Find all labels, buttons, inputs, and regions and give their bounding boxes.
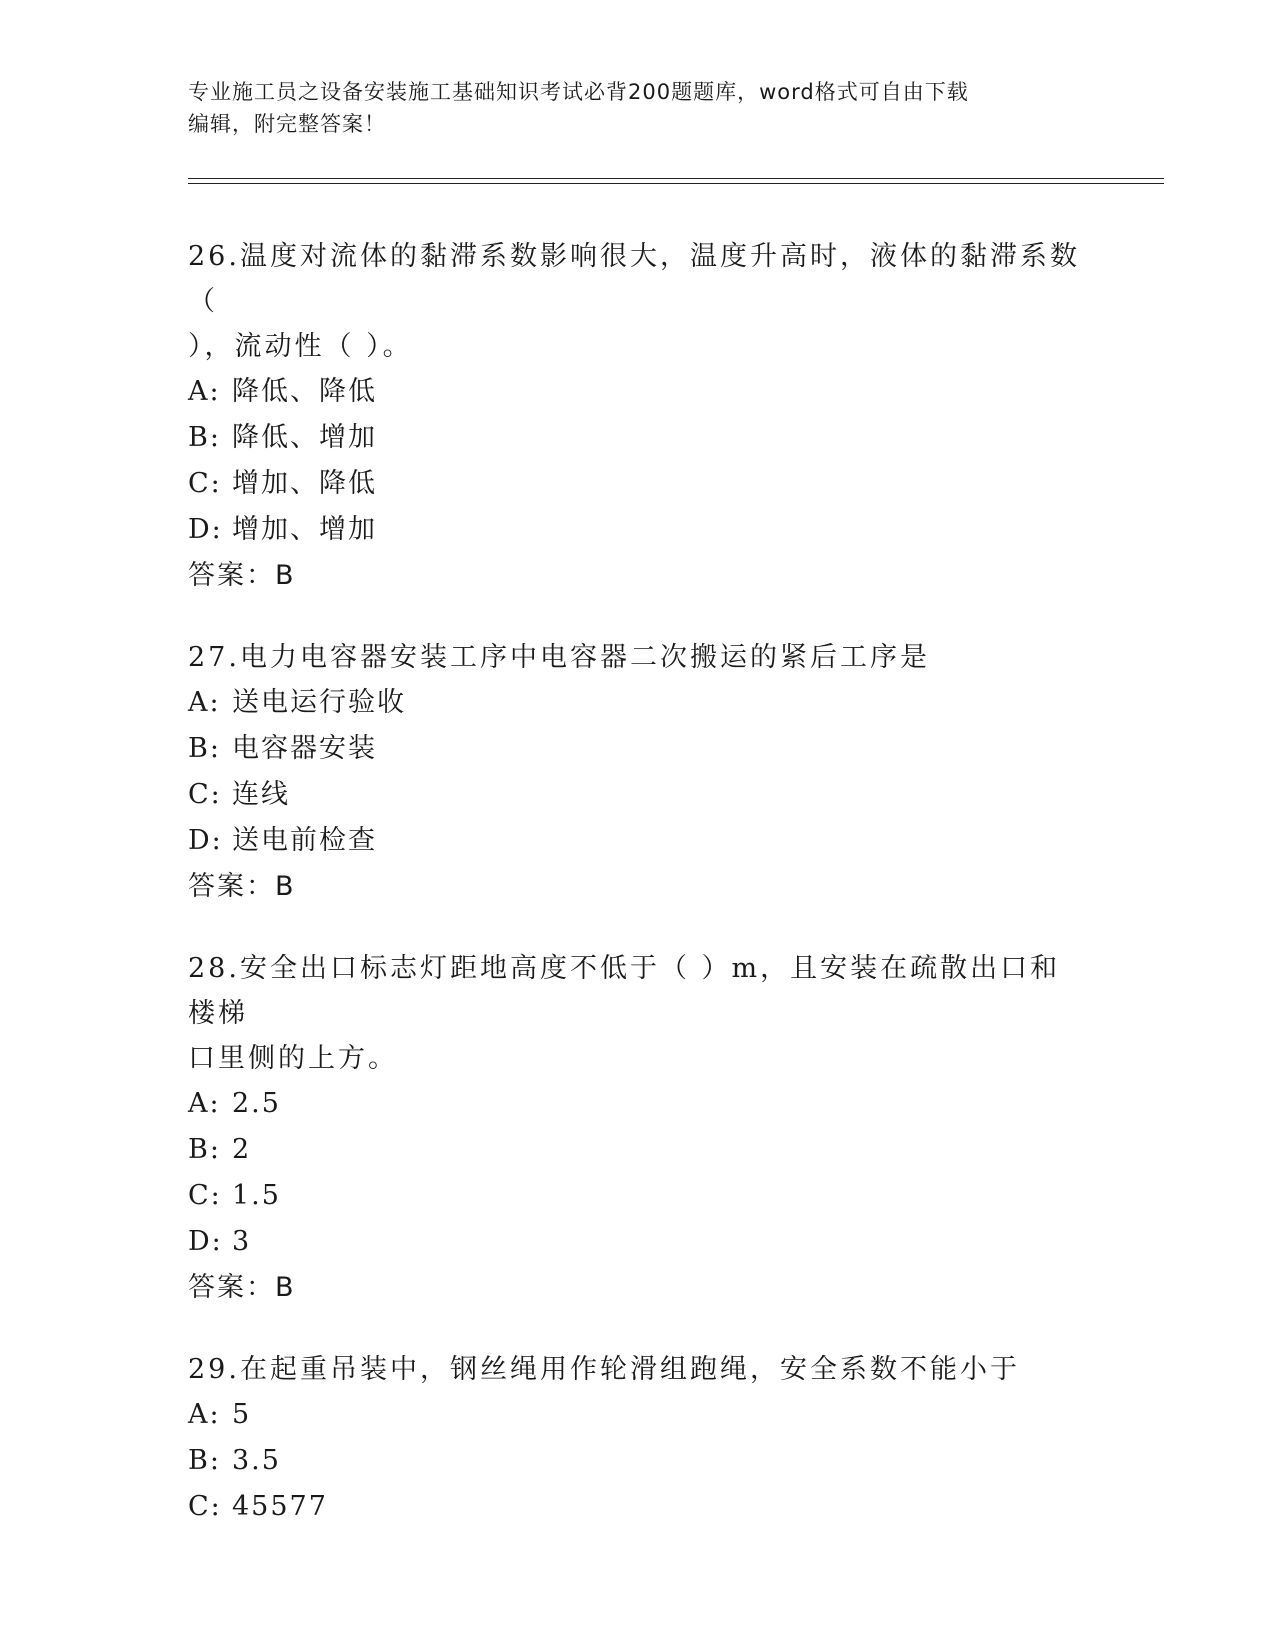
option-a	[188, 680, 1088, 726]
header-divider-bottom	[188, 183, 1164, 184]
option-a	[188, 369, 1088, 415]
option-key: A:	[188, 376, 221, 407]
option-c	[188, 1173, 1088, 1219]
option-text: 电容器安装	[232, 733, 377, 764]
option-key: A:	[188, 1399, 221, 1430]
question-list	[188, 234, 1088, 1566]
option-key: A:	[188, 1088, 221, 1119]
option-key: A:	[188, 687, 221, 718]
question-28	[188, 946, 1088, 1311]
answer-line: 答案：B	[188, 1272, 296, 1303]
option-text: 3	[232, 1226, 252, 1257]
question-26	[188, 234, 1088, 599]
header-divider-top	[188, 178, 1164, 179]
option-text: 2.5	[232, 1088, 281, 1119]
option-text: 送电运行验收	[232, 687, 406, 718]
header-line-1: 专业施工员之设备安装施工基础知识考试必背200题题库，word格式可自由下载	[188, 80, 969, 104]
option-b	[188, 1438, 1088, 1484]
option-key: B:	[188, 733, 221, 764]
question-text-continued: ），流动性（ ）。	[188, 331, 413, 362]
option-text: 3.5	[232, 1445, 281, 1476]
header-line-2: 编辑，附完整答案！	[188, 112, 386, 136]
option-key: D:	[188, 1226, 223, 1257]
option-key: B:	[188, 1445, 221, 1476]
question-27	[188, 635, 1088, 910]
option-c	[188, 1484, 1088, 1530]
option-text: 增加、降低	[232, 468, 377, 499]
option-text: 连线	[232, 779, 290, 810]
option-key: D:	[188, 514, 223, 545]
option-a	[188, 1081, 1088, 1127]
option-b	[188, 726, 1088, 772]
option-c	[188, 461, 1088, 507]
option-text: 5	[232, 1399, 252, 1430]
question-text: 29.在起重吊装中，钢丝绳用作轮滑组跑绳，安全系数不能小于	[188, 1354, 1020, 1385]
option-c	[188, 772, 1088, 818]
option-key: C:	[188, 1491, 222, 1522]
option-text: 送电前检查	[232, 825, 377, 856]
question-text: 28.安全出口标志灯距地高度不低于（ ）m，且安装在疏散出口和楼梯	[188, 953, 1061, 1029]
option-d	[188, 507, 1088, 553]
option-b	[188, 415, 1088, 461]
option-b	[188, 1127, 1088, 1173]
option-key: C:	[188, 779, 222, 810]
answer-line: 答案：B	[188, 871, 296, 902]
option-key: B:	[188, 422, 221, 453]
option-text: 增加、增加	[232, 514, 377, 545]
option-text: 降低、增加	[232, 422, 377, 453]
option-text: 45577	[232, 1491, 328, 1522]
question-29	[188, 1347, 1088, 1530]
option-text: 降低、降低	[232, 376, 377, 407]
question-text: 27.电力电容器安装工序中电容器二次搬运的紧后工序是	[188, 642, 930, 673]
option-key: D:	[188, 825, 223, 856]
option-key: C:	[188, 468, 222, 499]
option-key: B:	[188, 1134, 221, 1165]
option-text: 2	[232, 1134, 252, 1165]
question-text: 26.温度对流体的黏滞系数影响很大，温度升高时，液体的黏滞系数（	[188, 241, 1080, 317]
option-d	[188, 1219, 1088, 1265]
option-key: C:	[188, 1180, 222, 1211]
answer-line: 答案：B	[188, 560, 296, 591]
question-text-continued: 口里侧的上方。	[188, 1043, 398, 1074]
option-a	[188, 1392, 1088, 1438]
document-header	[188, 76, 1088, 140]
option-d	[188, 818, 1088, 864]
option-text: 1.5	[232, 1180, 281, 1211]
